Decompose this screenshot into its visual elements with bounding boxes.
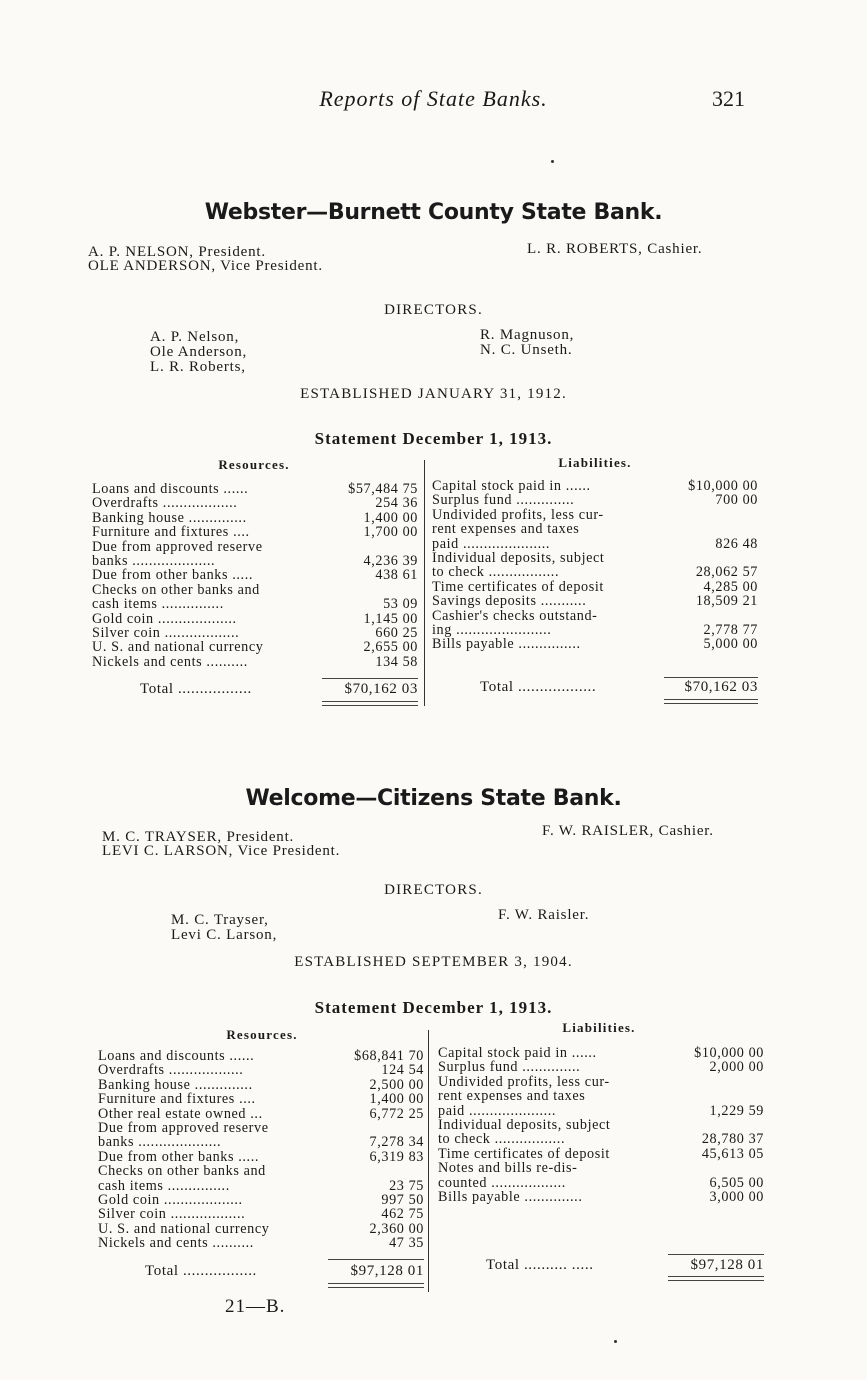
liability-row: ing ....................... 2,778 77 bbox=[432, 621, 758, 638]
liability-row: rent expenses and taxes bbox=[432, 522, 580, 537]
directors-right-list bbox=[480, 328, 574, 358]
resource-row: Due from approved reserve bbox=[92, 539, 263, 554]
total-amount: $70,162 03 bbox=[344, 681, 418, 697]
resource-row: Due from other banks ..... 6,319 83 bbox=[98, 1148, 424, 1165]
resource-row: Furniture and fixtures .... 1,700 00 bbox=[92, 524, 418, 541]
double-rule-bottom bbox=[322, 705, 418, 706]
total-amount: $70,162 03 bbox=[684, 679, 758, 695]
bank-title: Welcome—Citizens State Bank. bbox=[245, 786, 622, 811]
liability-row: paid ..................... 1,229 59 bbox=[438, 1102, 764, 1119]
liability-row: Capital stock paid in ...... $10,000 00 bbox=[432, 478, 758, 494]
established-date: ESTABLISHED SEPTEMBER 3, 1904. bbox=[294, 954, 573, 970]
liability-row: counted .................. 6,505 00 bbox=[438, 1174, 764, 1191]
director-name: F. W. Raisler. bbox=[498, 907, 590, 923]
subtotal-rule bbox=[322, 678, 418, 679]
resource-row: Overdrafts .................. 254 36 bbox=[92, 495, 418, 512]
resource-row: Nickels and cents .......... 47 35 bbox=[98, 1235, 424, 1252]
total-label: Total ................. bbox=[145, 1263, 257, 1279]
liability-row: Savings deposits ........... 18,509 21 bbox=[432, 593, 758, 610]
liabilities-table bbox=[432, 479, 758, 652]
resource-row: Overdrafts .................. 124 54 bbox=[98, 1062, 424, 1079]
cashier-name: F. W. RAISLER, Cashier. bbox=[542, 823, 714, 839]
liability-row: rent expenses and taxes bbox=[438, 1089, 586, 1104]
ink-speck bbox=[614, 1340, 617, 1343]
resource-row: cash items ............... 53 09 bbox=[92, 596, 418, 613]
double-rule-bottom bbox=[328, 1287, 424, 1288]
resource-row: Banking house .............. 2,500 00 bbox=[98, 1076, 424, 1093]
double-rule-bottom bbox=[668, 1280, 764, 1281]
double-rule-top bbox=[322, 701, 418, 702]
director-name: N. C. Unseth. bbox=[480, 342, 573, 358]
directors-right-list bbox=[498, 908, 589, 923]
director-name: A. P. Nelson, bbox=[150, 329, 240, 345]
subtotal-rule bbox=[664, 677, 758, 678]
liability-row: Surplus fund .............. 2,000 00 bbox=[438, 1059, 764, 1076]
directors-left-list bbox=[171, 913, 277, 943]
director-name: M. C. Trayser, bbox=[171, 912, 269, 928]
resource-row: Banking house .............. 1,400 00 bbox=[92, 509, 418, 526]
resource-row: Due from approved reserve bbox=[98, 1120, 269, 1136]
resource-row: Nickels and cents .......... 134 58 bbox=[92, 653, 418, 670]
liability-row: Notes and bills re-dis- bbox=[438, 1161, 578, 1176]
total-label: Total .................. bbox=[480, 679, 597, 695]
liability-row: Time certificates of deposit 45,613 05 bbox=[438, 1145, 764, 1162]
liabilities-total-row bbox=[480, 679, 758, 696]
liability-row: Individual deposits, subject bbox=[432, 550, 605, 566]
resource-row: banks .................... 4,236 39 bbox=[92, 552, 418, 569]
liability-row: to check ................. 28,780 37 bbox=[438, 1131, 764, 1148]
resource-row: cash items ............... 23 75 bbox=[98, 1177, 424, 1194]
resource-row: Gold coin ................... 997 50 bbox=[98, 1191, 424, 1208]
resource-row: Due from other banks ..... 438 61 bbox=[92, 567, 418, 584]
director-name: R. Magnuson, bbox=[480, 327, 575, 343]
directors-left-list bbox=[150, 330, 247, 375]
statement-heading: Statement December 1, 1913. bbox=[314, 429, 553, 448]
resource-row: Silver coin .................. 660 25 bbox=[92, 624, 418, 641]
resource-row: Gold coin ................... 1,145 00 bbox=[92, 610, 418, 627]
resource-row: Other real estate owned ... 6,772 25 bbox=[98, 1105, 424, 1122]
total-label: Total .......... ..... bbox=[486, 1257, 594, 1273]
resource-row: U. S. and national currency 2,360 00 bbox=[98, 1220, 424, 1237]
liability-row: paid ..................... 826 48 bbox=[432, 535, 758, 552]
liability-row: Capital stock paid in ...... $10,000 00 bbox=[438, 1045, 764, 1061]
liability-row: Undivided profits, less cur- bbox=[438, 1074, 610, 1090]
resources-table bbox=[92, 482, 418, 669]
directors-heading: DIRECTORS. bbox=[384, 882, 483, 898]
vice-president-name: OLE ANDERSON, Vice President. bbox=[88, 258, 323, 274]
page-number: 321 bbox=[712, 86, 745, 111]
subtotal-rule bbox=[328, 1259, 424, 1260]
established-date: ESTABLISHED JANUARY 31, 1912. bbox=[300, 386, 567, 402]
resource-row: Loans and discounts ...... $57,484 75 bbox=[92, 481, 418, 497]
bank-title: Webster—Burnett County State Bank. bbox=[204, 200, 663, 225]
total-amount: $97,128 01 bbox=[690, 1257, 764, 1273]
double-rule-top bbox=[664, 699, 758, 700]
vice-president-name: LEVI C. LARSON, Vice President. bbox=[102, 843, 341, 859]
director-name: L. R. Roberts, bbox=[150, 359, 246, 375]
resources-total-row bbox=[140, 681, 418, 698]
president-name: A. P. NELSON, President. bbox=[88, 244, 266, 260]
signature-mark: 21—B. bbox=[225, 1296, 286, 1317]
liability-row: Bills payable ............... 5,000 00 bbox=[432, 636, 758, 653]
column-divider bbox=[428, 1030, 429, 1292]
resource-row: banks .................... 7,278 34 bbox=[98, 1134, 424, 1151]
liabilities-heading: Liabilities. bbox=[562, 1020, 636, 1035]
resource-row: Checks on other banks and bbox=[92, 582, 260, 598]
liabilities-total-row bbox=[486, 1257, 764, 1274]
resources-table bbox=[98, 1049, 424, 1250]
total-amount: $97,128 01 bbox=[350, 1263, 424, 1279]
liability-row: Undivided profits, less cur- bbox=[432, 507, 604, 523]
director-name: Ole Anderson, bbox=[150, 344, 248, 360]
liabilities-heading: Liabilities. bbox=[558, 455, 632, 470]
double-rule-bottom bbox=[664, 703, 758, 704]
president-name: M. C. TRAYSER, President. bbox=[102, 829, 295, 845]
resource-row: Loans and discounts ...... $68,841 70 bbox=[98, 1048, 424, 1064]
liability-row: Time certificates of deposit 4,285 00 bbox=[432, 578, 758, 595]
directors-heading: DIRECTORS. bbox=[384, 302, 483, 318]
liabilities-table bbox=[438, 1046, 764, 1204]
liability-row: to check ................. 28,062 57 bbox=[432, 564, 758, 581]
director-name: Levi C. Larson, bbox=[171, 927, 278, 943]
resource-row: Checks on other banks and bbox=[98, 1164, 266, 1179]
resource-row: Furniture and fixtures .... 1,400 00 bbox=[98, 1091, 424, 1108]
resources-heading: Resources. bbox=[218, 457, 290, 472]
total-label: Total ................. bbox=[140, 681, 252, 697]
running-title: Reports of State Banks. bbox=[319, 86, 548, 111]
cashier-name: L. R. ROBERTS, Cashier. bbox=[527, 241, 703, 257]
resources-heading: Resources. bbox=[226, 1027, 298, 1042]
liability-row: Surplus fund .............. 700 00 bbox=[432, 492, 758, 509]
liability-row: Individual deposits, subject bbox=[438, 1117, 611, 1133]
column-divider bbox=[424, 460, 425, 706]
double-rule-top bbox=[668, 1276, 764, 1277]
liability-row: Cashier's checks outstand- bbox=[432, 608, 598, 623]
statement-heading: Statement December 1, 1913. bbox=[314, 998, 553, 1017]
ink-speck bbox=[551, 160, 554, 163]
resources-total-row bbox=[145, 1263, 424, 1280]
double-rule-top bbox=[328, 1283, 424, 1284]
subtotal-rule bbox=[668, 1254, 764, 1255]
resource-row: Silver coin .................. 462 75 bbox=[98, 1206, 424, 1223]
resource-row: U. S. and national currency 2,655 00 bbox=[92, 639, 418, 656]
liability-row: Bills payable .............. 3,000 00 bbox=[438, 1188, 764, 1205]
